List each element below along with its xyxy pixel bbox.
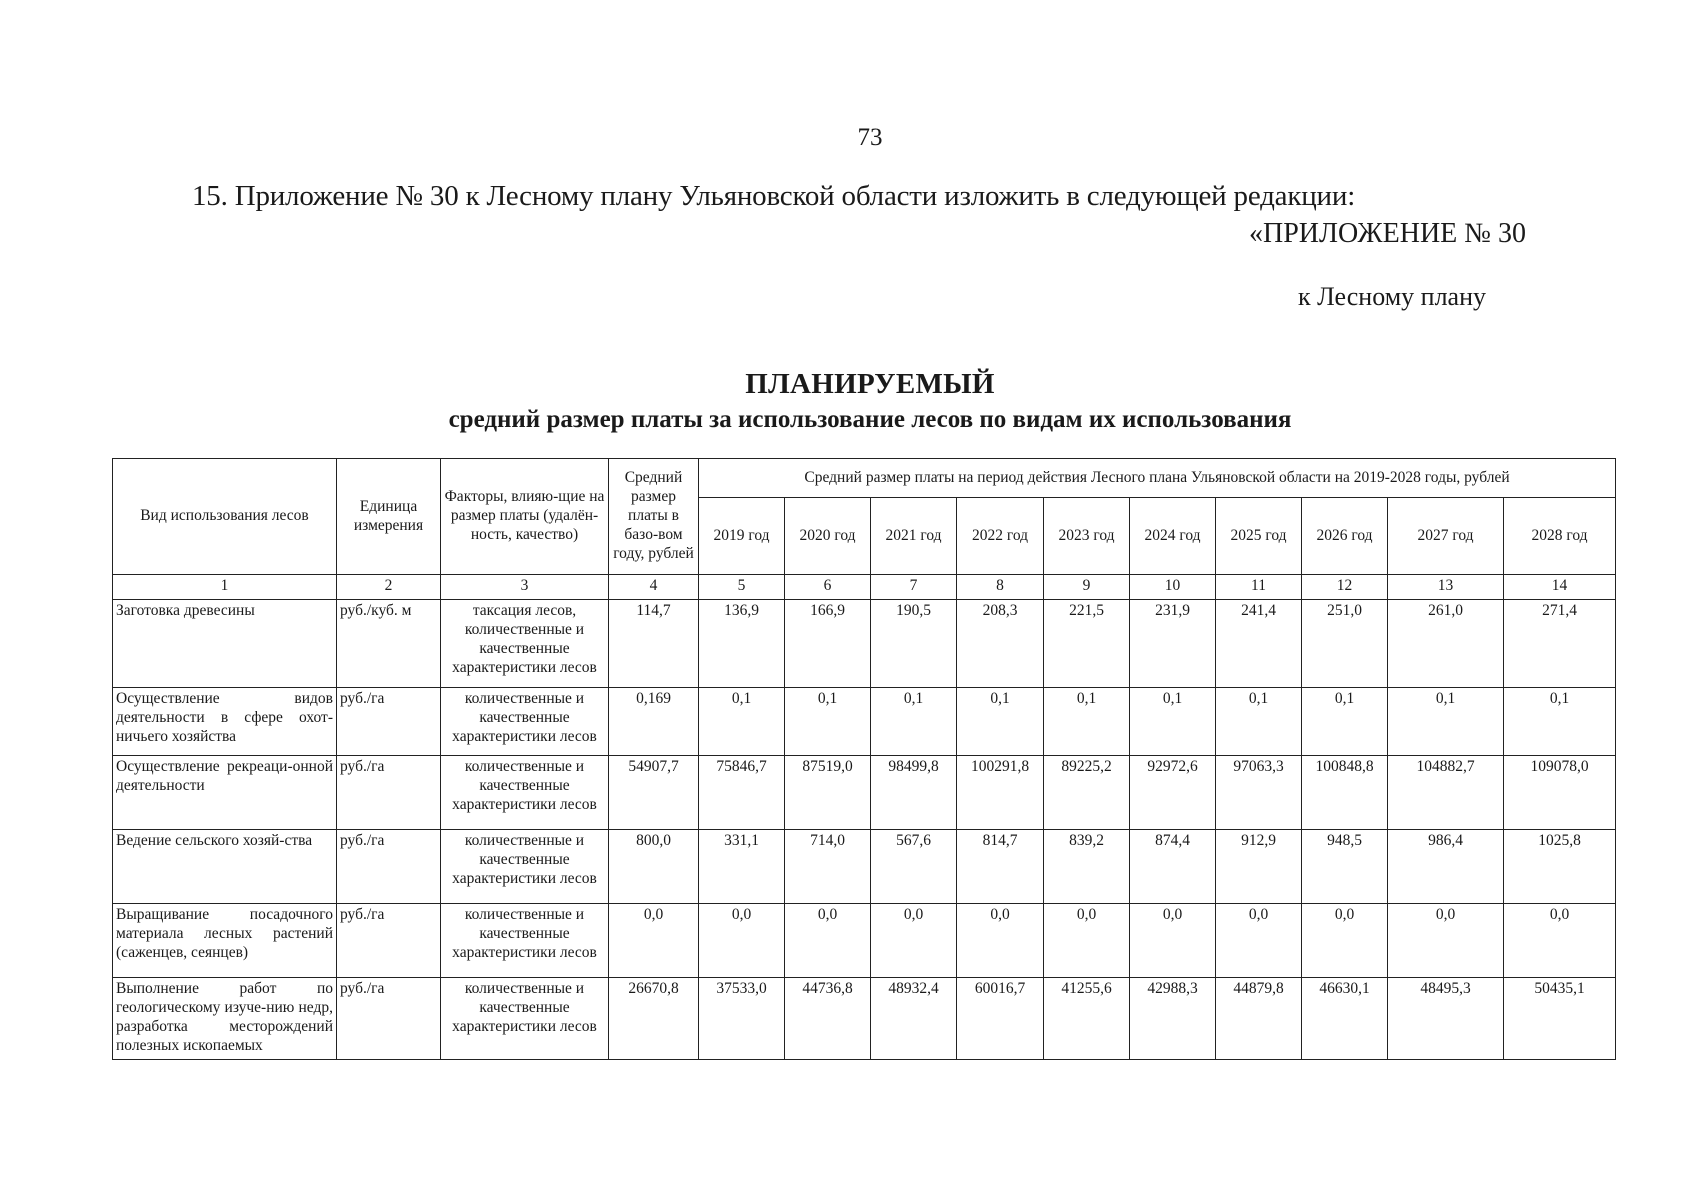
row-year-value-cell: 567,6 <box>871 830 957 904</box>
column-number: 12 <box>1302 575 1388 600</box>
row-year-value-cell: 44736,8 <box>785 978 871 1060</box>
row-base-value-cell: 0,169 <box>609 688 699 756</box>
column-number: 2 <box>337 575 441 600</box>
row-year-value-cell: 75846,7 <box>699 756 785 830</box>
header-year: 2021 год <box>871 498 957 575</box>
row-year-value-cell: 0,0 <box>1130 904 1216 978</box>
row-year-value-cell: 0,1 <box>785 688 871 756</box>
row-year-value-cell: 331,1 <box>699 830 785 904</box>
row-base-value-cell: 54907,7 <box>609 756 699 830</box>
column-number: 11 <box>1216 575 1302 600</box>
column-numbers-row <box>113 575 1616 600</box>
row-unit-cell: руб./га <box>337 830 441 904</box>
row-kind-cell: Осуществление рекреаци-онной деятельности <box>113 756 337 830</box>
row-year-value-cell: 0,0 <box>1044 904 1130 978</box>
row-year-value-cell: 0,1 <box>1044 688 1130 756</box>
row-year-value-cell: 261,0 <box>1388 600 1504 688</box>
row-year-value-cell: 92972,6 <box>1130 756 1216 830</box>
row-year-value-cell: 948,5 <box>1302 830 1388 904</box>
row-year-value-cell: 48932,4 <box>871 978 957 1060</box>
row-base-value-cell: 0,0 <box>609 904 699 978</box>
table-row <box>113 600 1616 688</box>
row-year-value-cell: 0,0 <box>1388 904 1504 978</box>
table-row <box>113 756 1616 830</box>
row-year-value-cell: 814,7 <box>957 830 1044 904</box>
row-factors-cell: количественные и качественные характеристики лесов <box>441 904 609 978</box>
row-year-value-cell: 136,9 <box>699 600 785 688</box>
row-year-value-cell: 839,2 <box>1044 830 1130 904</box>
table-row <box>113 978 1616 1060</box>
row-year-value-cell: 46630,1 <box>1302 978 1388 1060</box>
row-year-value-cell: 0,0 <box>957 904 1044 978</box>
header-year: 2026 год <box>1302 498 1388 575</box>
header-factors: Факторы, влияю-щие на размер платы (удалён-ность, качество) <box>441 459 609 575</box>
column-number: 14 <box>1504 575 1616 600</box>
header-year: 2020 год <box>785 498 871 575</box>
row-kind-cell: Заготовка древесины <box>113 600 337 688</box>
column-number: 5 <box>699 575 785 600</box>
row-year-value-cell: 221,5 <box>1044 600 1130 688</box>
header-row-top <box>113 459 1616 498</box>
table-row <box>113 830 1616 904</box>
row-year-value-cell: 1025,8 <box>1504 830 1616 904</box>
row-kind-cell: Ведение сельского хозяй-ства <box>113 830 337 904</box>
column-number: 3 <box>441 575 609 600</box>
header-period: Средний размер платы на период действия Лесного плана Ульяновской области на 2019-2028 годы, рублей <box>699 459 1616 498</box>
row-year-value-cell: 100848,8 <box>1302 756 1388 830</box>
row-factors-cell: количественные и качественные характеристики лесов <box>441 756 609 830</box>
header-year: 2024 год <box>1130 498 1216 575</box>
row-factors-cell: количественные и качественные характеристики лесов <box>441 830 609 904</box>
row-year-value-cell: 0,0 <box>699 904 785 978</box>
row-year-value-cell: 37533,0 <box>699 978 785 1060</box>
row-year-value-cell: 231,9 <box>1130 600 1216 688</box>
row-year-value-cell: 0,0 <box>1302 904 1388 978</box>
row-year-value-cell: 271,4 <box>1504 600 1616 688</box>
row-factors-cell: таксация лесов, количественные и качественные характеристики лесов <box>441 600 609 688</box>
row-unit-cell: руб./га <box>337 978 441 1060</box>
intro-text: 15. Приложение № 30 к Лесному плану Ульяновской области изложить в следующей редакции: <box>192 180 1356 212</box>
row-kind-cell: Осуществление видов деятельности в сфере охот-ничьего хозяйства <box>113 688 337 756</box>
row-year-value-cell: 241,4 <box>1216 600 1302 688</box>
header-year: 2023 год <box>1044 498 1130 575</box>
row-unit-cell: руб./куб. м <box>337 600 441 688</box>
row-year-value-cell: 208,3 <box>957 600 1044 688</box>
row-factors-cell: количественные и качественные характеристики лесов <box>441 688 609 756</box>
row-year-value-cell: 986,4 <box>1388 830 1504 904</box>
table-heading: ПЛАНИРУЕМЫЙ <box>745 368 995 400</box>
row-year-value-cell: 0,0 <box>1504 904 1616 978</box>
column-number: 6 <box>785 575 871 600</box>
column-number: 9 <box>1044 575 1130 600</box>
row-year-value-cell: 166,9 <box>785 600 871 688</box>
row-year-value-cell: 0,1 <box>1388 688 1504 756</box>
row-year-value-cell: 0,0 <box>785 904 871 978</box>
header-year: 2019 год <box>699 498 785 575</box>
header-base: Средний размер платы в базо-вом году, рублей <box>609 459 699 575</box>
row-year-value-cell: 0,1 <box>1504 688 1616 756</box>
row-year-value-cell: 0,1 <box>699 688 785 756</box>
row-base-value-cell: 26670,8 <box>609 978 699 1060</box>
row-year-value-cell: 0,1 <box>1216 688 1302 756</box>
column-number: 10 <box>1130 575 1216 600</box>
header-year: 2028 год <box>1504 498 1616 575</box>
table-row <box>113 688 1616 756</box>
row-year-value-cell: 0,0 <box>871 904 957 978</box>
row-unit-cell: руб./га <box>337 904 441 978</box>
row-year-value-cell: 104882,7 <box>1388 756 1504 830</box>
row-year-value-cell: 60016,7 <box>957 978 1044 1060</box>
row-kind-cell: Выполнение работ по геологическому изуче-нию недр, разработка месторождений полезных ископаемых <box>113 978 337 1060</box>
table-row <box>113 904 1616 978</box>
row-year-value-cell: 50435,1 <box>1504 978 1616 1060</box>
page-number: 73 <box>857 124 883 151</box>
row-year-value-cell: 100291,8 <box>957 756 1044 830</box>
header-year: 2025 год <box>1216 498 1302 575</box>
row-year-value-cell: 0,1 <box>957 688 1044 756</box>
row-unit-cell: руб./га <box>337 688 441 756</box>
annex-subtitle: к Лесному плану <box>1297 282 1486 311</box>
row-base-value-cell: 114,7 <box>609 600 699 688</box>
row-year-value-cell: 89225,2 <box>1044 756 1130 830</box>
column-number: 7 <box>871 575 957 600</box>
row-factors-cell: количественные и качественные характеристики лесов <box>441 978 609 1060</box>
table-body <box>113 600 1616 1060</box>
header-unit: Единица измерения <box>337 459 441 575</box>
header-kind: Вид использования лесов <box>113 459 337 575</box>
row-year-value-cell: 874,4 <box>1130 830 1216 904</box>
row-year-value-cell: 48495,3 <box>1388 978 1504 1060</box>
column-number: 1 <box>113 575 337 600</box>
row-unit-cell: руб./га <box>337 756 441 830</box>
row-year-value-cell: 0,1 <box>1302 688 1388 756</box>
annex-title: «ПРИЛОЖЕНИЕ № 30 <box>1249 218 1526 249</box>
payment-rates-table <box>112 458 1616 1060</box>
column-number: 8 <box>957 575 1044 600</box>
row-kind-cell: Выращивание посадочного материала лесных растений (саженцев, сеянцев) <box>113 904 337 978</box>
row-year-value-cell: 44879,8 <box>1216 978 1302 1060</box>
row-base-value-cell: 800,0 <box>609 830 699 904</box>
column-number: 13 <box>1388 575 1504 600</box>
row-year-value-cell: 87519,0 <box>785 756 871 830</box>
row-year-value-cell: 714,0 <box>785 830 871 904</box>
row-year-value-cell: 912,9 <box>1216 830 1302 904</box>
row-year-value-cell: 109078,0 <box>1504 756 1616 830</box>
row-year-value-cell: 42988,3 <box>1130 978 1216 1060</box>
row-year-value-cell: 0,1 <box>871 688 957 756</box>
row-year-value-cell: 41255,6 <box>1044 978 1130 1060</box>
row-year-value-cell: 190,5 <box>871 600 957 688</box>
row-year-value-cell: 0,0 <box>1216 904 1302 978</box>
row-year-value-cell: 251,0 <box>1302 600 1388 688</box>
row-year-value-cell: 98499,8 <box>871 756 957 830</box>
header-year: 2027 год <box>1388 498 1504 575</box>
row-year-value-cell: 0,1 <box>1130 688 1216 756</box>
header-year: 2022 год <box>957 498 1044 575</box>
row-year-value-cell: 97063,3 <box>1216 756 1302 830</box>
table-subheading: средний размер платы за использование лесов по видам их использования <box>448 406 1292 433</box>
column-number: 4 <box>609 575 699 600</box>
